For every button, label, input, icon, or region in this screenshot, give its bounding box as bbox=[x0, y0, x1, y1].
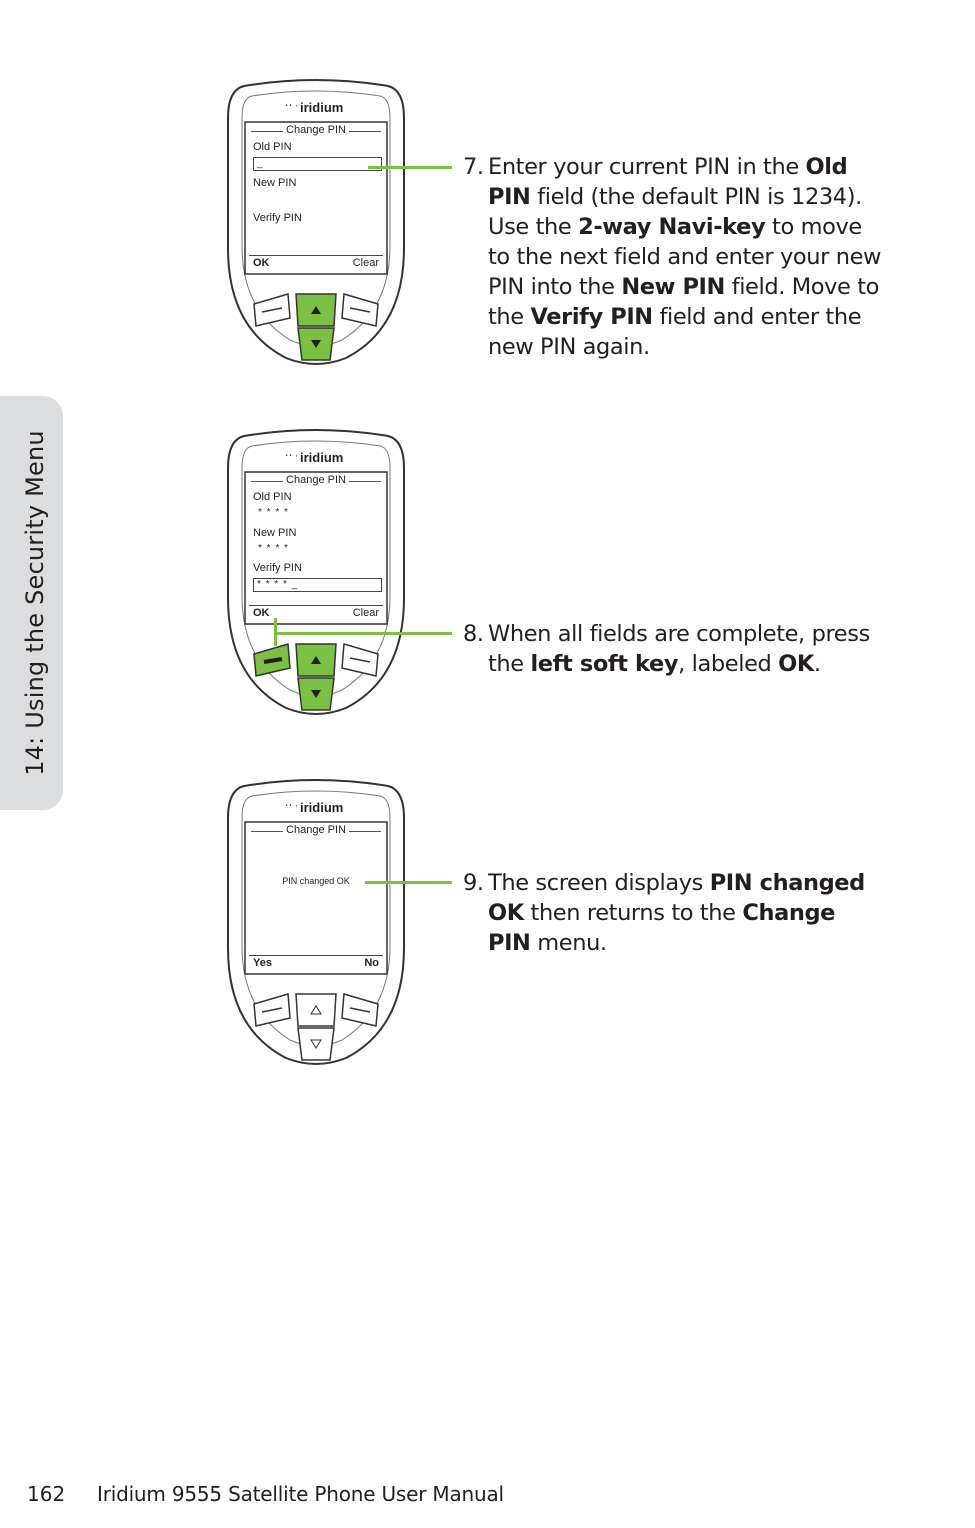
step-7 bbox=[463, 152, 883, 362]
step-8 bbox=[463, 619, 883, 679]
callout-line-1 bbox=[368, 166, 452, 169]
brand-swoosh-icon: ⠐⠂· bbox=[282, 802, 299, 812]
step-number: 7. bbox=[463, 154, 484, 180]
verify-pin-label: Verify PIN bbox=[253, 562, 302, 574]
phone-screen bbox=[247, 474, 385, 622]
soft-key-bar bbox=[249, 955, 383, 970]
right-soft-label[interactable]: No bbox=[364, 957, 379, 969]
soft-key-bar bbox=[249, 255, 383, 270]
step-text: When all fields are complete, press the left soft key, labeled OK. bbox=[488, 621, 870, 677]
screen-title: Change PIN bbox=[247, 824, 385, 837]
old-pin-label: Old PIN bbox=[253, 141, 292, 153]
screen-title: Change PIN bbox=[247, 474, 385, 487]
new-pin-label: New PIN bbox=[253, 527, 297, 539]
step-number: 8. bbox=[463, 621, 484, 647]
brand-logo: iridium bbox=[300, 450, 344, 465]
brand-logo: iridium bbox=[300, 100, 344, 115]
pin-changed-message: PIN changed OK bbox=[282, 876, 350, 886]
step-text: Enter your current PIN in the Old PIN field (the default PIN is 1234). Use the 2-way Navi-key to move to the next field and enter your new PIN into the New PIN field. Move to the Verify PIN field and enter the new PIN again. bbox=[488, 154, 882, 360]
phone-screen bbox=[247, 124, 385, 272]
soft-key-bar bbox=[249, 605, 383, 620]
new-pin-value[interactable]: * * * * bbox=[258, 543, 289, 554]
phone-illustration-2 bbox=[226, 428, 406, 720]
screen-title: Change PIN bbox=[247, 124, 385, 137]
brand-swoosh-icon: ⠐⠂· bbox=[282, 102, 299, 112]
brand-swoosh-icon: ⠐⠂· bbox=[282, 452, 299, 462]
step-number: 9. bbox=[463, 870, 484, 896]
old-pin-value[interactable]: * * * * bbox=[258, 507, 289, 518]
old-pin-label: Old PIN bbox=[253, 491, 292, 503]
verify-pin-label: Verify PIN bbox=[253, 212, 302, 224]
step-text: The screen displays PIN changed OK then returns to the Change PIN menu. bbox=[488, 870, 865, 956]
step-9 bbox=[463, 868, 883, 958]
side-tab-label: 14: Using the Security Menu bbox=[21, 430, 49, 776]
brand-logo: iridium bbox=[300, 800, 344, 815]
old-pin-field[interactable]: _ bbox=[253, 157, 382, 171]
phone-illustration-1 bbox=[226, 78, 406, 370]
right-soft-label[interactable]: Clear bbox=[352, 257, 379, 269]
callout-line-3 bbox=[365, 881, 452, 884]
verify-pin-field[interactable]: * * * * _ bbox=[253, 578, 382, 592]
left-soft-label[interactable]: Yes bbox=[253, 957, 272, 969]
right-soft-label[interactable]: Clear bbox=[352, 607, 379, 619]
footer-title: Iridium 9555 Satellite Phone User Manual bbox=[97, 1482, 504, 1506]
callout-line-2 bbox=[274, 632, 452, 635]
left-soft-label[interactable]: OK bbox=[253, 607, 270, 619]
phone-illustration-3 bbox=[226, 778, 406, 1070]
phone-screen bbox=[247, 824, 385, 972]
left-soft-label[interactable]: OK bbox=[253, 257, 270, 269]
new-pin-label: New PIN bbox=[253, 177, 297, 189]
page-number: 162 bbox=[27, 1482, 66, 1506]
